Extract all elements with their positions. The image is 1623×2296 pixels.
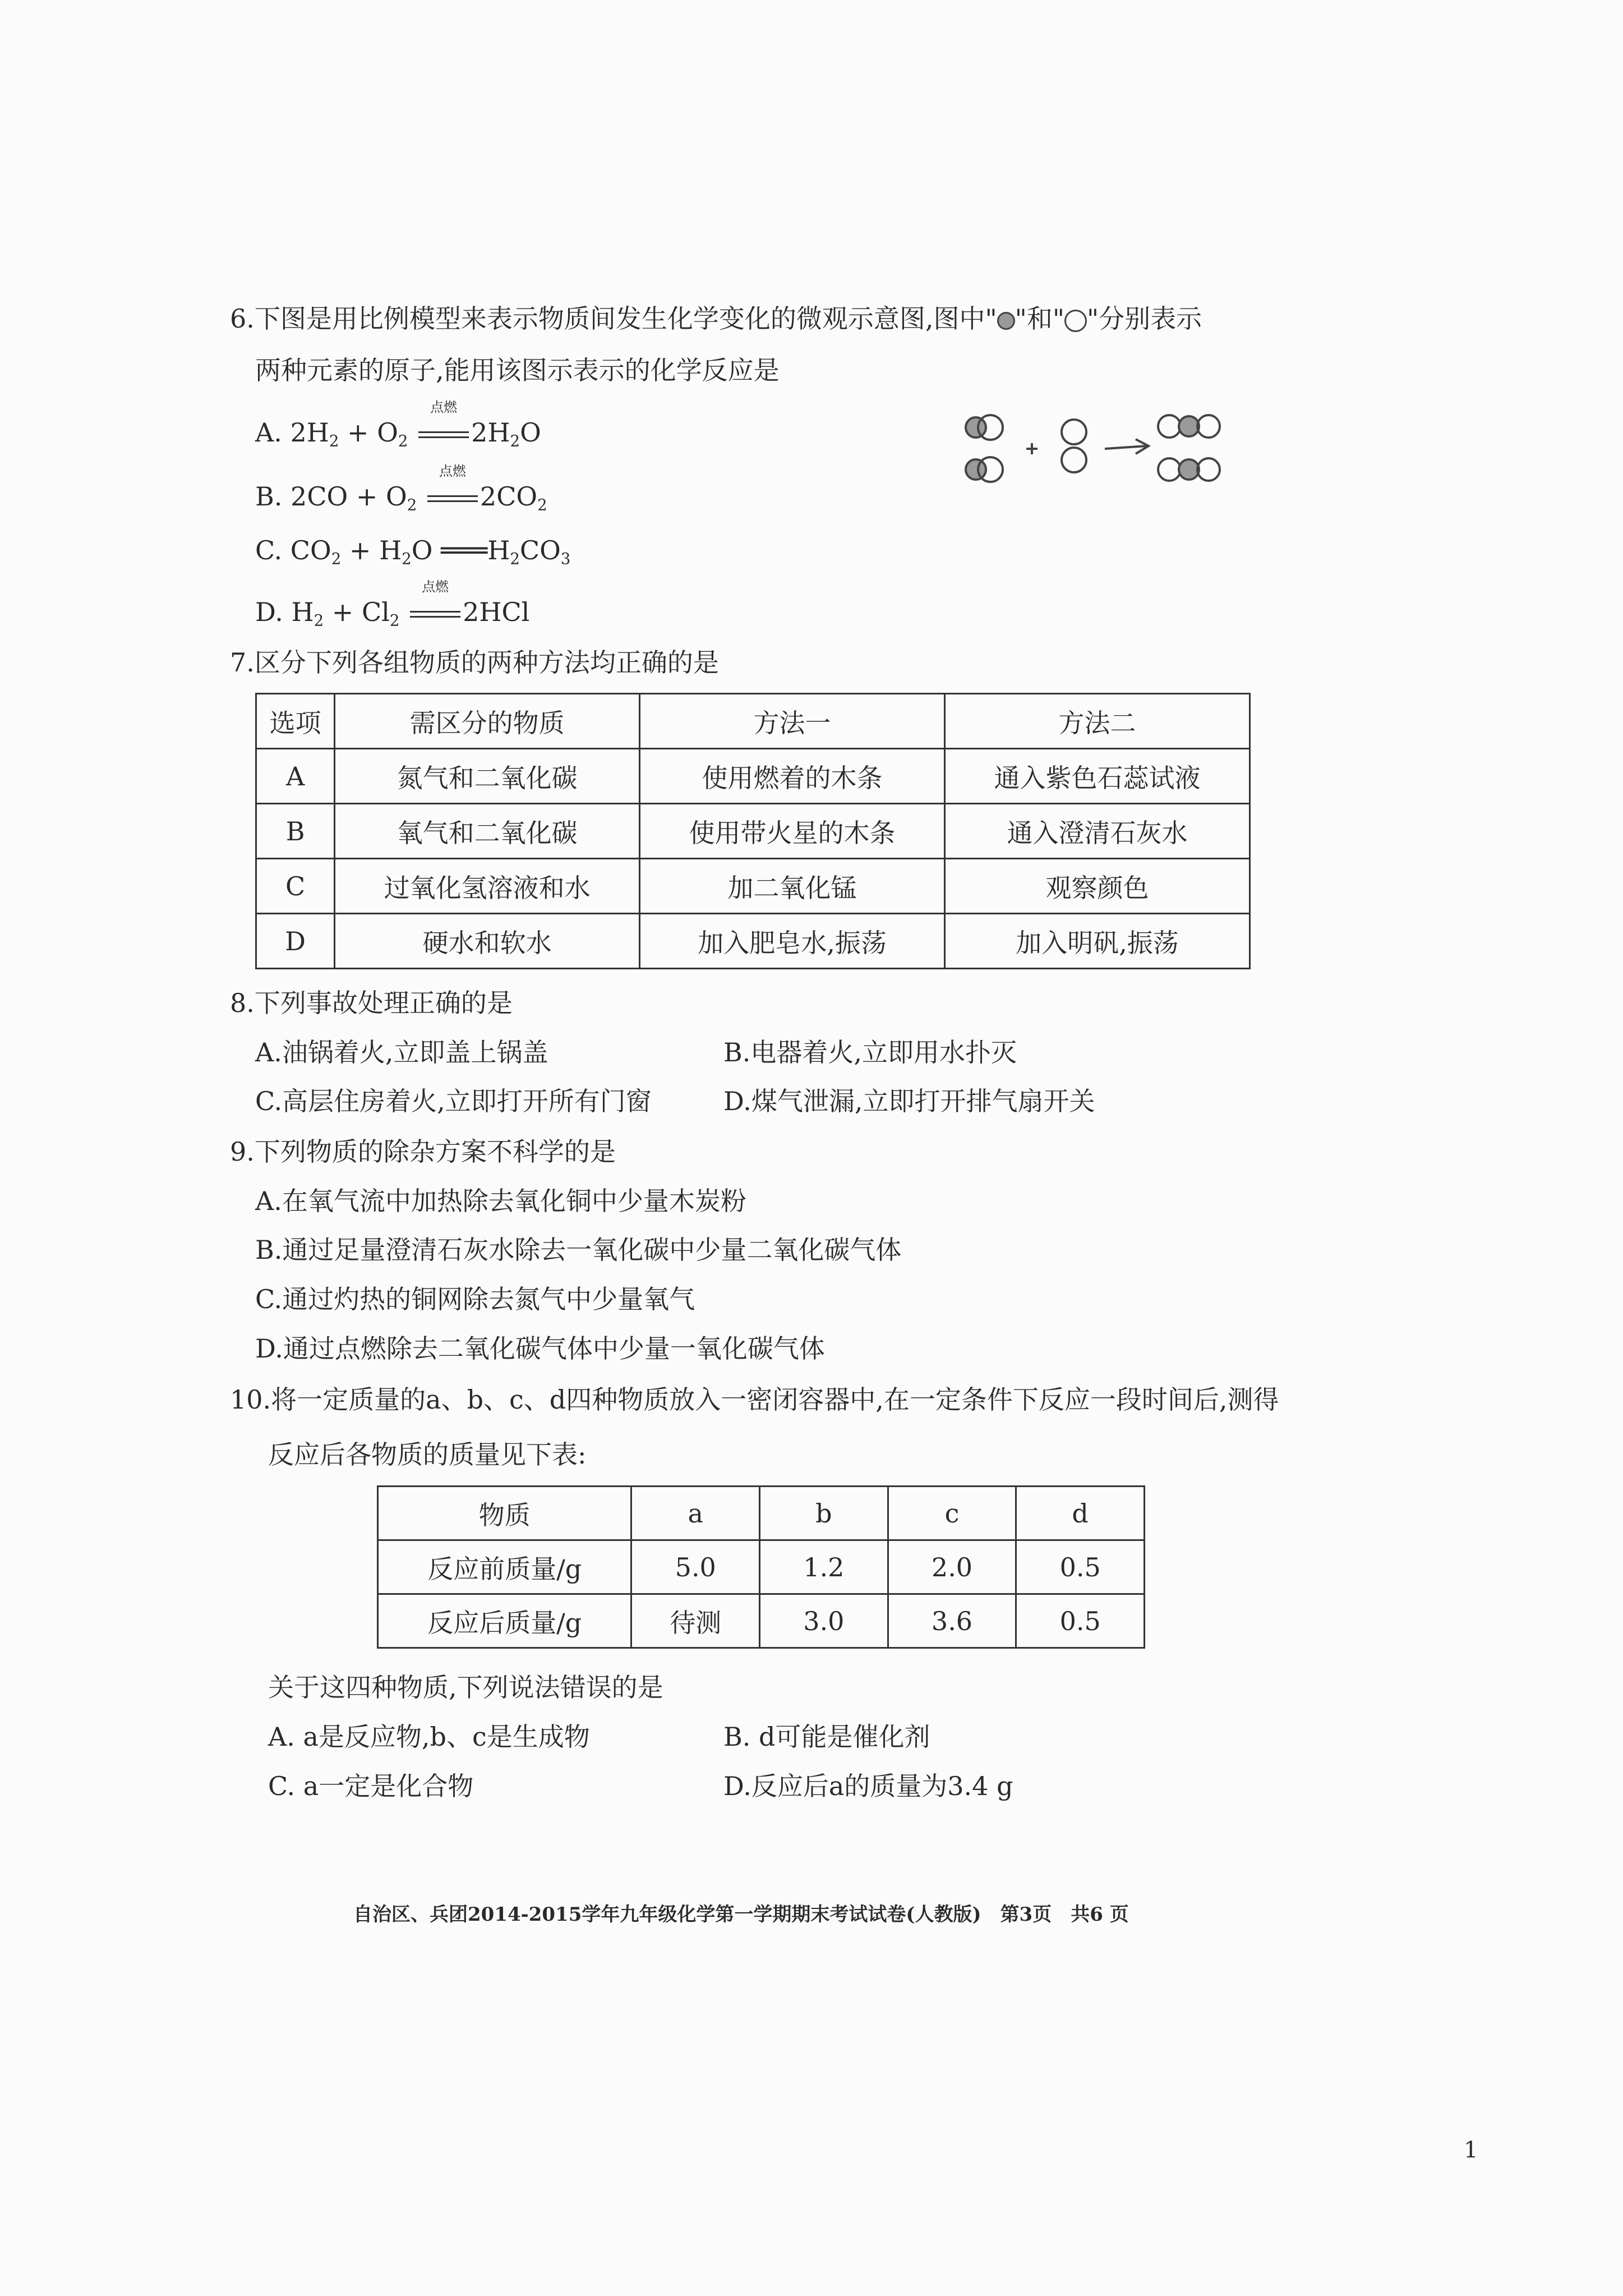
q9-option-b: B.通过足量澄清石灰水除去一氧化碳中少量二氧化碳气体 xyxy=(255,1235,902,1265)
table-cell: 3.0 xyxy=(760,1594,888,1648)
table-cell: 通入澄清石灰水 xyxy=(945,804,1250,859)
q9-stem: 9.下列物质的除杂方案不科学的是 xyxy=(230,1137,616,1167)
q8-option-d: D.煤气泄漏,立即打开排气扇开关 xyxy=(723,1086,1095,1116)
table-row xyxy=(256,914,1250,969)
q9-option-d: D.通过点燃除去二氧化碳气体中少量一氧化碳气体 xyxy=(255,1333,825,1364)
q8-option-b: B.电器着火,立即用水扑灭 xyxy=(723,1037,1017,1068)
table-row xyxy=(378,1540,1145,1594)
table-header-cell: 方法二 xyxy=(945,694,1250,749)
table-row xyxy=(256,749,1250,804)
table-cell: 加二氧化锰 xyxy=(640,859,945,914)
large-atom-icon xyxy=(1064,310,1087,332)
table-cell: 2.0 xyxy=(888,1540,1016,1594)
q6-option-a: A. $2H_2 + O_2$ 点燃 $2H_2O$ xyxy=(255,399,541,450)
q7-table xyxy=(255,693,1251,969)
table-cell: 1.2 xyxy=(760,1540,888,1594)
q9-option-c: C.通过灼热的铜网除去氮气中少量氧气 xyxy=(255,1284,695,1314)
table-cell: A xyxy=(256,749,335,804)
q10-option-d: D.反应后a的质量为3.4 g xyxy=(723,1771,1013,1801)
table-header-cell: c xyxy=(888,1487,1016,1540)
q10-option-b: B. d可能是催化剂 xyxy=(723,1722,930,1752)
table-header-cell: a xyxy=(631,1487,760,1540)
oxygen-molecule xyxy=(1062,420,1086,472)
q7-stem: 7.区分下列各组物质的两种方法均正确的是 xyxy=(230,647,719,678)
q6-option-c: C. $CO_2 + H_2O$ $═══H_2CO_3$ xyxy=(255,535,571,568)
small-atom-icon xyxy=(997,312,1015,330)
reactant-molecule xyxy=(966,457,1003,482)
table-header-cell: d xyxy=(1016,1487,1145,1540)
q10-stem-line2: 反应后各物质的质量见下表: xyxy=(268,1439,587,1470)
q6-option-d: D. $H_2 + Cl_2$ 点燃 2HCl xyxy=(255,579,530,630)
table-cell: 观察颜色 xyxy=(945,859,1250,914)
reactant-molecule xyxy=(966,415,1003,440)
table-row xyxy=(378,1594,1145,1648)
table-cell: 0.5 xyxy=(1016,1540,1145,1594)
page-footer: 自治区、兵团2014-2015学年九年级化学第一学期期末考试试卷(人教版) 第3页 共6 页 xyxy=(353,1903,1129,1926)
q6-stem-line2: 两种元素的原子,能用该图示表示的化学反应是 xyxy=(255,355,780,385)
q10-option-c: C. a一定是化合物 xyxy=(268,1771,474,1801)
table-header-cell: 物质 xyxy=(378,1487,631,1540)
q10-question: 关于这四种物质,下列说法错误的是 xyxy=(268,1672,663,1703)
product-molecule xyxy=(1158,458,1220,481)
table-cell: 加入肥皂水,振荡 xyxy=(640,914,945,969)
table-cell: 3.6 xyxy=(888,1594,1016,1648)
table-cell: 加入明矾,振荡 xyxy=(945,914,1250,969)
table-cell: 通入紫色石蕊试液 xyxy=(945,749,1250,804)
q6-option-b: B. $2CO + O_2$ 点燃 $2CO_2$ xyxy=(255,463,547,514)
q10-option-a: A. a是反应物,b、c是生成物 xyxy=(268,1722,590,1752)
table-cell: C xyxy=(256,859,335,914)
table-cell: 待测 xyxy=(631,1594,760,1648)
table-cell: 5.0 xyxy=(631,1540,760,1594)
table-cell: 使用带火星的木条 xyxy=(640,804,945,859)
table-cell: 反应前质量/g xyxy=(378,1540,631,1594)
table-header-row xyxy=(256,694,1250,749)
table-cell: 0.5 xyxy=(1016,1594,1145,1648)
q8-option-a: A.油锅着火,立即盖上锅盖 xyxy=(255,1037,548,1068)
product-molecule xyxy=(1158,415,1220,438)
q8-option-c: C.高层住房着火,立即打开所有门窗 xyxy=(255,1086,652,1116)
table-header-cell: 需区分的物质 xyxy=(335,694,640,749)
table-cell: 反应后质量/g xyxy=(378,1594,631,1648)
table-header-row xyxy=(378,1487,1145,1540)
q9-option-a: A.在氧气流中加热除去氧化铜中少量木炭粉 xyxy=(255,1186,746,1216)
table-cell: 过氧化氢溶液和水 xyxy=(335,859,640,914)
q8-stem: 8.下列事故处理正确的是 xyxy=(230,988,513,1018)
table-row xyxy=(256,859,1250,914)
table-row xyxy=(256,804,1250,859)
q10-table xyxy=(377,1485,1145,1649)
reaction-diagram xyxy=(953,401,1245,491)
table-header-cell: 选项 xyxy=(256,694,335,749)
table-cell: 使用燃着的木条 xyxy=(640,749,945,804)
table-header-cell: b xyxy=(760,1487,888,1540)
table-cell: 硬水和软水 xyxy=(335,914,640,969)
table-cell: 氧气和二氧化碳 xyxy=(335,804,640,859)
q6-stem-line1: 6.下图是用比例模型来表示物质间发生化学变化的微观示意图,图中" "和" "分别表示 xyxy=(230,303,1202,334)
table-cell: D xyxy=(256,914,335,969)
table-header-cell: 方法一 xyxy=(640,694,945,749)
table-cell: B xyxy=(256,804,335,859)
q10-stem-line1: 10.将一定质量的a、b、c、d四种物质放入一密闭容器中,在一定条件下反应一段时间后,测得 xyxy=(230,1384,1279,1415)
page-number: 1 xyxy=(1464,2137,1478,2163)
table-cell: 氮气和二氧化碳 xyxy=(335,749,640,804)
